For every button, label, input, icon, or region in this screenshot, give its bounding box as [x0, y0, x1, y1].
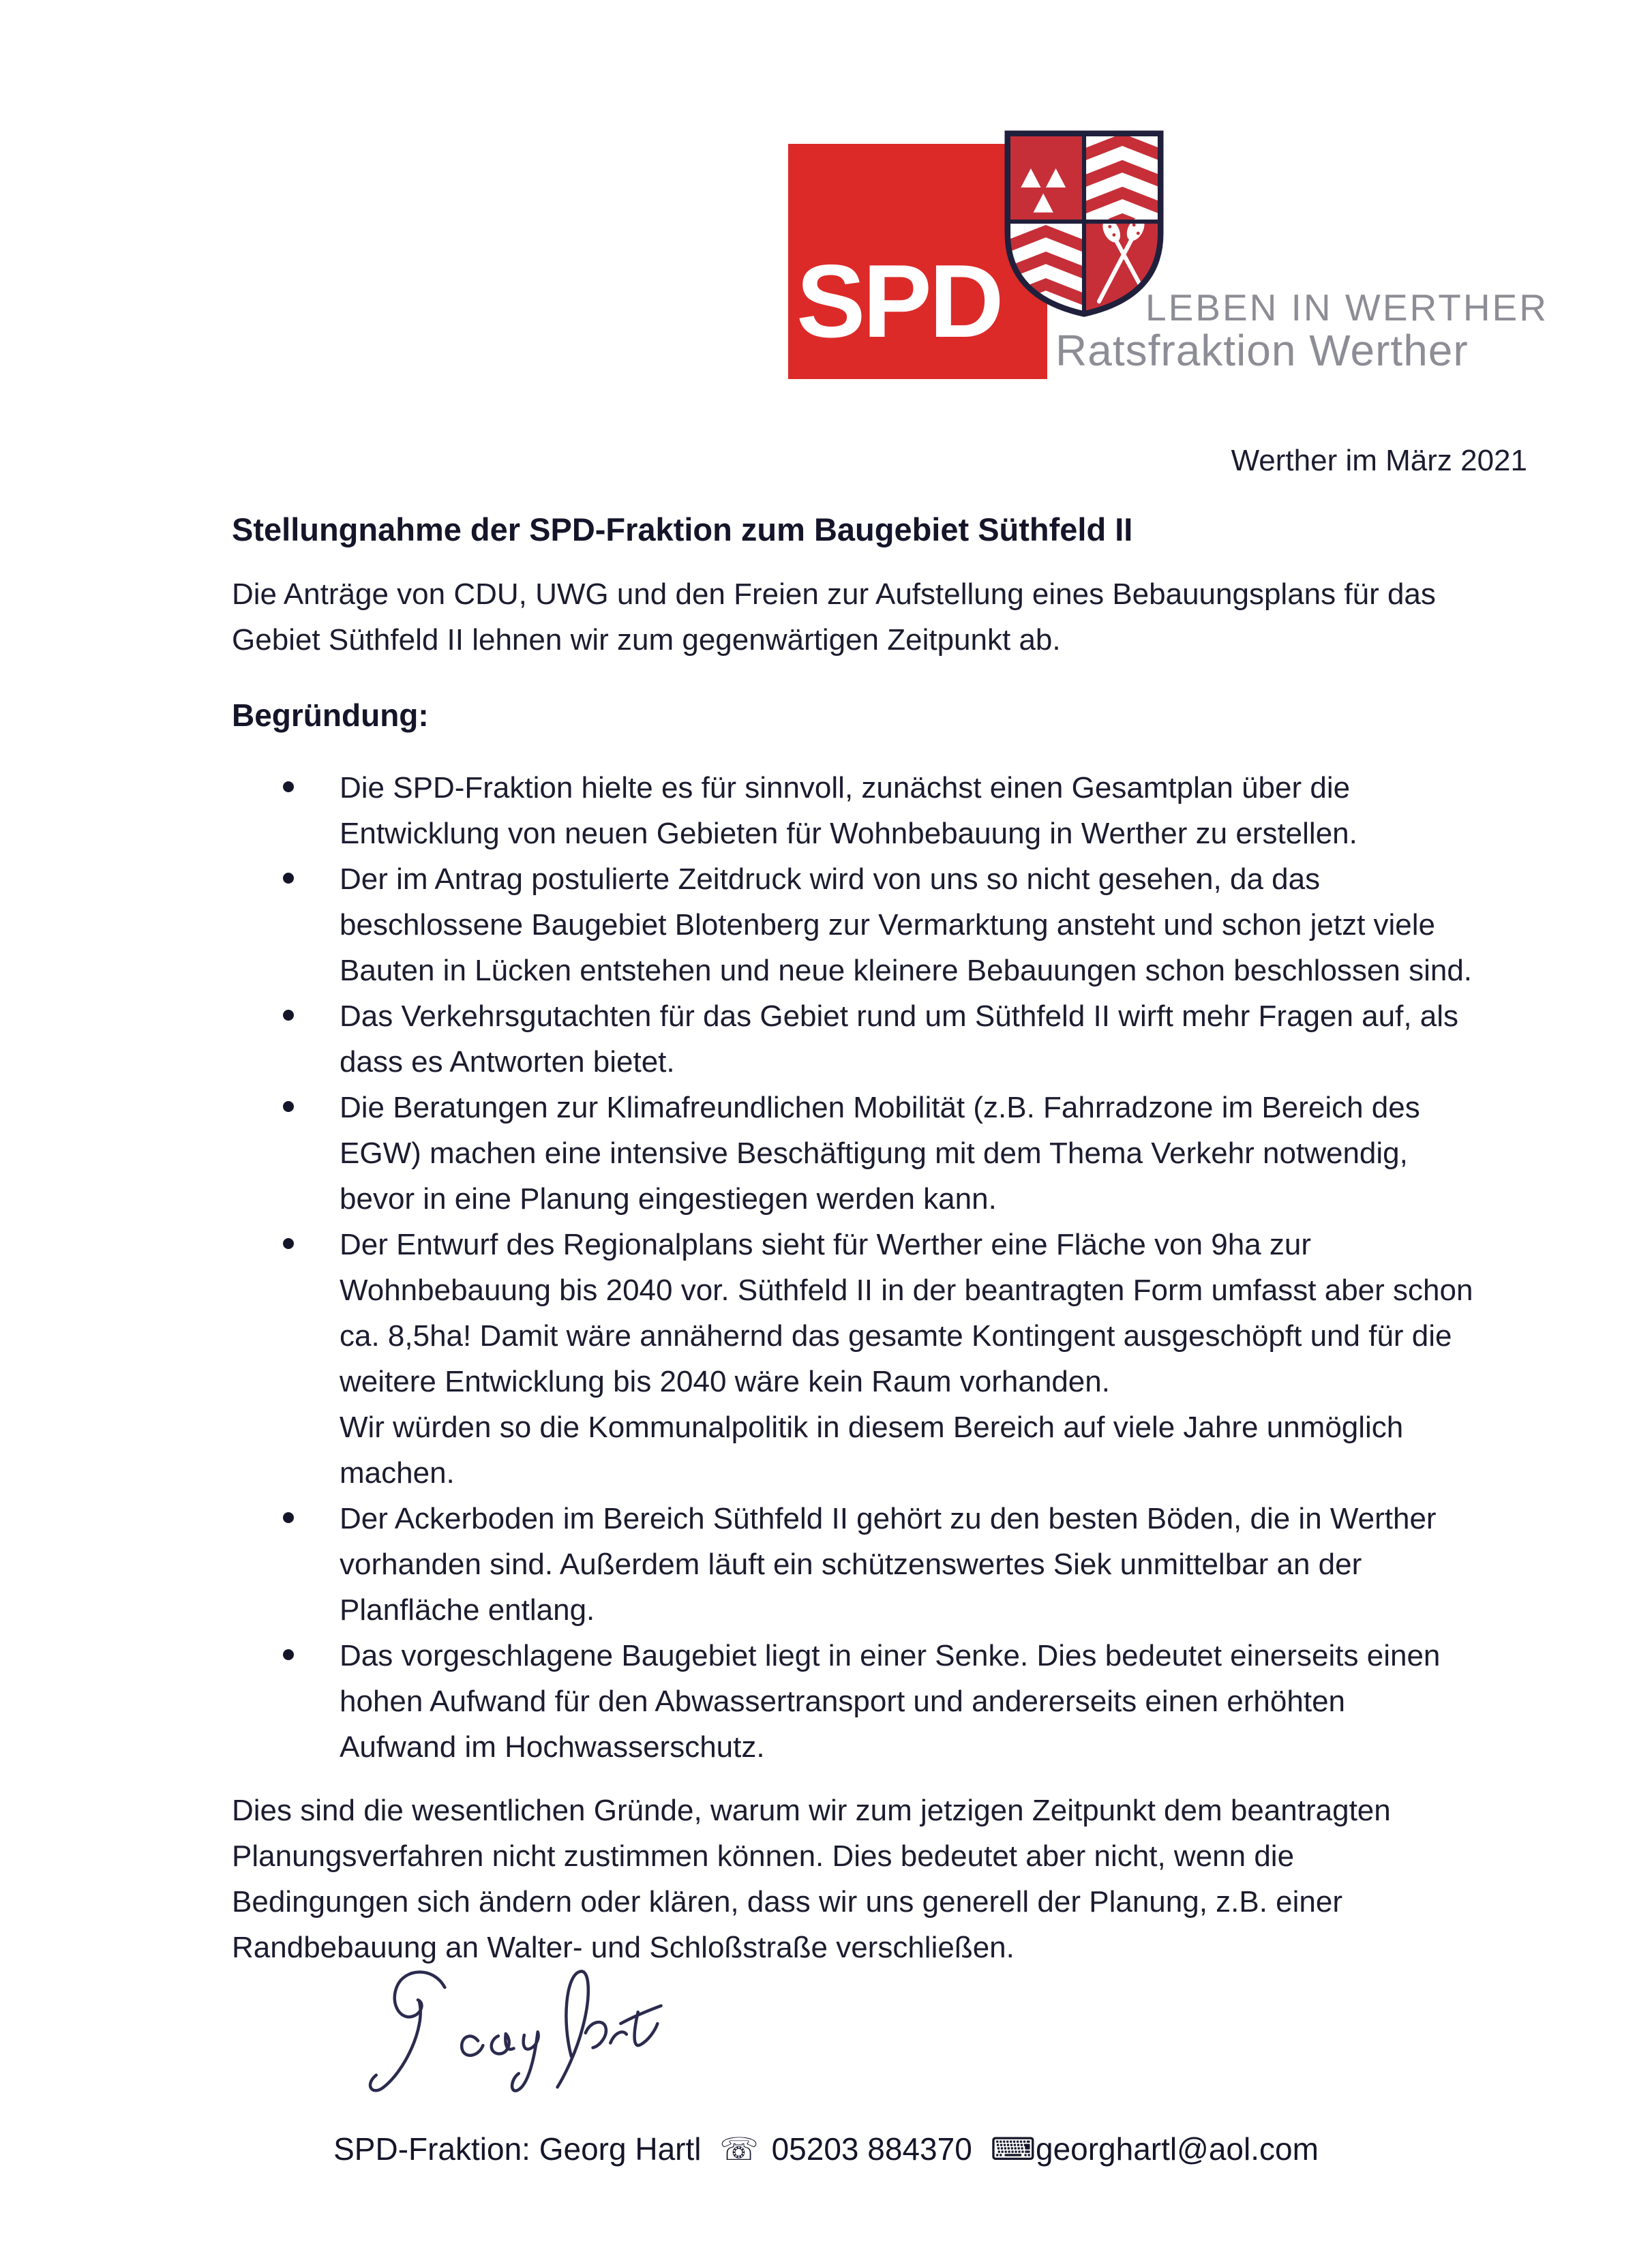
- list-item: [232, 1085, 1568, 1222]
- text-line: Wohnbebauung bis 2040 vor. Süthfeld II in der beantragten Form umfasst aber schon: [340, 1274, 1473, 1307]
- intro-paragraph: [232, 571, 1561, 663]
- list-item: [232, 993, 1568, 1085]
- list-item: [232, 765, 1568, 856]
- text-line: Die Beratungen zur Klimafreundlichen Mobilität (z.B. Fahrradzone im Bereich des: [340, 1091, 1420, 1124]
- signature-handwriting: [342, 1953, 667, 2124]
- text-line: Die Anträge von CDU, UWG und den Freien zur Aufstellung eines Bebauungsplans für das: [232, 577, 1436, 611]
- closing-paragraph: [232, 1788, 1561, 1970]
- text-line: Der im Antrag postulierte Zeitdruck wird von uns so nicht gesehen, da das: [340, 862, 1321, 896]
- email-address: georghartl@aol.com: [1035, 2131, 1319, 2167]
- text-line: Gebiet Süthfeld II lehnen wir zum gegenwärtigen Zeitpunkt ab.: [232, 623, 1061, 657]
- text-line: vorhanden sind. Außerdem läuft ein schützenswertes Siek unmittelbar an der: [340, 1548, 1362, 1581]
- date-line: Werther im März 2021: [1231, 444, 1527, 477]
- text-line: Aufwand im Hochwasserschutz.: [340, 1730, 765, 1764]
- reason-bullet-list: [232, 765, 1568, 1770]
- phone-number: 05203 884370: [771, 2131, 972, 2167]
- text-line: Bauten in Lücken entstehen und neue kleinere Bebauungen schon beschlossen sind.: [340, 954, 1473, 987]
- text-line: Randbebauung an Walter- und Schloßstraße verschließen.: [232, 1931, 1015, 1964]
- email-icon: ⌨: [990, 2131, 1036, 2167]
- list-item: [232, 1222, 1568, 1496]
- spd-wordmark: SPD: [796, 243, 1002, 359]
- text-line: beschlossene Baugebiet Blotenberg zur Vermarktung ansteht und schon jetzt viele: [340, 908, 1436, 942]
- text-line: EGW) machen eine intensive Beschäftigung mit dem Thema Verkehr notwendig,: [340, 1137, 1408, 1170]
- text-line: Das Verkehrsgutachten für das Gebiet rund um Süthfeld II wirft mehr Fragen auf, als: [340, 999, 1459, 1033]
- footer-label: SPD-Fraktion: Georg Hartl: [333, 2131, 702, 2167]
- text-line: Wir würden so die Kommunalpolitik in diesem Bereich auf viele Jahre unmöglich: [340, 1411, 1404, 1444]
- text-line: Das vorgeschlagene Baugebiet liegt in einer Senke. Dies bedeutet einerseits einen: [340, 1639, 1441, 1672]
- text-line: ca. 8,5ha! Damit wäre annähernd das gesamte Kontingent ausgeschöpft und für die: [340, 1319, 1452, 1353]
- text-line: Der Entwurf des Regionalplans sieht für Werther eine Fläche von 9ha zur: [340, 1228, 1312, 1261]
- phone-icon: ☏: [719, 2131, 759, 2167]
- text-line: Entwicklung von neuen Gebieten für Wohnbebauung in Werther zu erstellen.: [340, 817, 1357, 850]
- logo-tagline-ratsfraktion: Ratsfraktion Werther: [1055, 326, 1469, 375]
- text-line: Dies sind die wesentlichen Gründe, warum wir zum jetzigen Zeitpunkt dem beantragten: [232, 1794, 1391, 1827]
- list-item: [232, 856, 1568, 993]
- text-line: Planungsverfahren nicht zustimmen können. Dies bedeutet aber nicht, wenn die: [232, 1839, 1295, 1873]
- werther-coat-of-arms-icon: [1001, 127, 1167, 320]
- list-item: [232, 1496, 1568, 1633]
- text-line: machen.: [340, 1456, 455, 1490]
- text-line: Der Ackerboden im Bereich Süthfeld II gehört zu den besten Böden, die in Werther: [340, 1502, 1437, 1535]
- logo-tagline-leben-in-werther: LEBEN IN WERTHER: [1145, 286, 1548, 329]
- text-line: weitere Entwicklung bis 2040 wäre kein Raum vorhanden.: [340, 1365, 1110, 1398]
- text-line: Bedingungen sich ändern oder klären, dass wir uns generell der Planung, z.B. einer: [232, 1885, 1343, 1919]
- list-item: [232, 1633, 1568, 1770]
- text-line: Planfläche entlang.: [340, 1593, 595, 1627]
- text-line: bevor in eine Planung eingestiegen werden kann.: [340, 1182, 997, 1216]
- text-line: dass es Antworten bietet.: [340, 1045, 675, 1079]
- text-line: Die SPD-Fraktion hielte es für sinnvoll, zunächst einen Gesamtplan über die: [340, 771, 1351, 804]
- page-title: Stellungnahme der SPD-Fraktion zum Baugebiet Süthfeld II: [232, 511, 1133, 547]
- footer-contact: [0, 2129, 1652, 2169]
- reasoning-heading: Begründung:: [232, 697, 429, 733]
- text-line: hohen Aufwand für den Abwassertransport und andererseits einen erhöhten: [340, 1685, 1346, 1718]
